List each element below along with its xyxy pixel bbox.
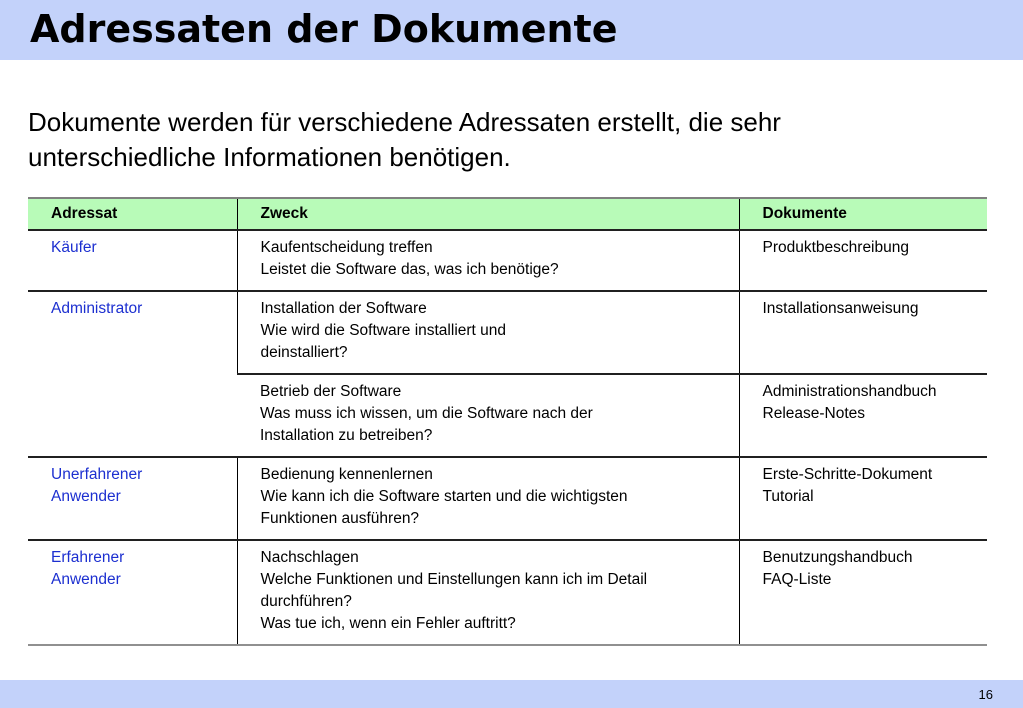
zweck-line: Betrieb der Software [260, 383, 402, 400]
footer-bar [0, 680, 1023, 708]
zweck-line: Kaufentscheidung treffen [260, 239, 433, 256]
intro-text [28, 105, 988, 175]
column-header-adressat: Adressat [28, 198, 237, 230]
zweck-line: Welche Funktionen und Einstellungen kann ich im Detail [260, 571, 648, 588]
zweck-cell [237, 374, 739, 457]
adressat-cell [28, 457, 237, 540]
zweck-line: Bedienung kennenlernen [260, 466, 433, 483]
dokumente-line: FAQ-Liste [762, 571, 832, 588]
zweck-line: Installation zu betreiben? [260, 427, 433, 444]
dokumente-line: Administrationshandbuch [762, 383, 937, 400]
zweck-line: Installation der Software [260, 300, 427, 317]
zweck-line: Wie wird die Software installiert und [260, 322, 507, 339]
zweck-line: Was tue ich, wenn ein Fehler auftritt? [260, 615, 516, 632]
dokumente-cell [739, 374, 987, 457]
zweck-cell [237, 291, 739, 374]
adressat-cell [28, 230, 237, 291]
dokumente-line: Benutzungshandbuch [762, 549, 913, 566]
adressat-line: Anwender [51, 571, 121, 588]
adressat-line: Unerfahrener [51, 466, 143, 483]
dokumente-cell [739, 230, 987, 291]
adressat-line: Erfahrener [51, 549, 125, 566]
intro-line: unterschiedliche Informationen benötigen. [28, 142, 511, 172]
zweck-cell [237, 457, 739, 540]
dokumente-line: Tutorial [762, 488, 814, 505]
title-bar [0, 0, 1023, 60]
column-header-zweck: Zweck [237, 198, 739, 230]
addressee-table [28, 197, 987, 646]
adressat-cell [28, 291, 237, 457]
table-row [28, 540, 987, 645]
table-row [28, 457, 987, 540]
zweck-line: deinstalliert? [260, 344, 348, 361]
dokumente-line: Release-Notes [762, 405, 866, 422]
dokumente-cell [739, 457, 987, 540]
table-row [28, 230, 987, 291]
table-row [28, 291, 987, 374]
dokumente-line: Erste-Schritte-Dokument [762, 466, 933, 483]
adressat-cell [28, 540, 237, 645]
dokumente-cell [739, 291, 987, 374]
dokumente-line: Installationsanweisung [762, 300, 919, 317]
adressat-line: Administrator [51, 300, 143, 317]
zweck-line: durchführen? [260, 593, 352, 610]
zweck-line: Nachschlagen [260, 549, 359, 566]
zweck-line: Was muss ich wissen, um die Software nach der [260, 405, 593, 422]
zweck-line: Funktionen ausführen? [260, 510, 420, 527]
intro-line: Dokumente werden für verschiedene Adressaten erstellt, die sehr [28, 107, 781, 137]
zweck-line: Leistet die Software das, was ich benötige? [260, 261, 559, 278]
page-number: 16 [978, 687, 993, 702]
adressat-line: Anwender [51, 488, 121, 505]
zweck-cell [237, 230, 739, 291]
dokumente-line: Produktbeschreibung [762, 239, 909, 256]
dokumente-cell [739, 540, 987, 645]
table-header-row [28, 198, 987, 230]
column-header-dokumente: Dokumente [739, 198, 987, 230]
zweck-cell [237, 540, 739, 645]
adressat-line: Käufer [51, 239, 97, 256]
slide-title: Adressaten der Dokumente [30, 7, 618, 51]
zweck-line: Wie kann ich die Software starten und die wichtigsten [260, 488, 628, 505]
